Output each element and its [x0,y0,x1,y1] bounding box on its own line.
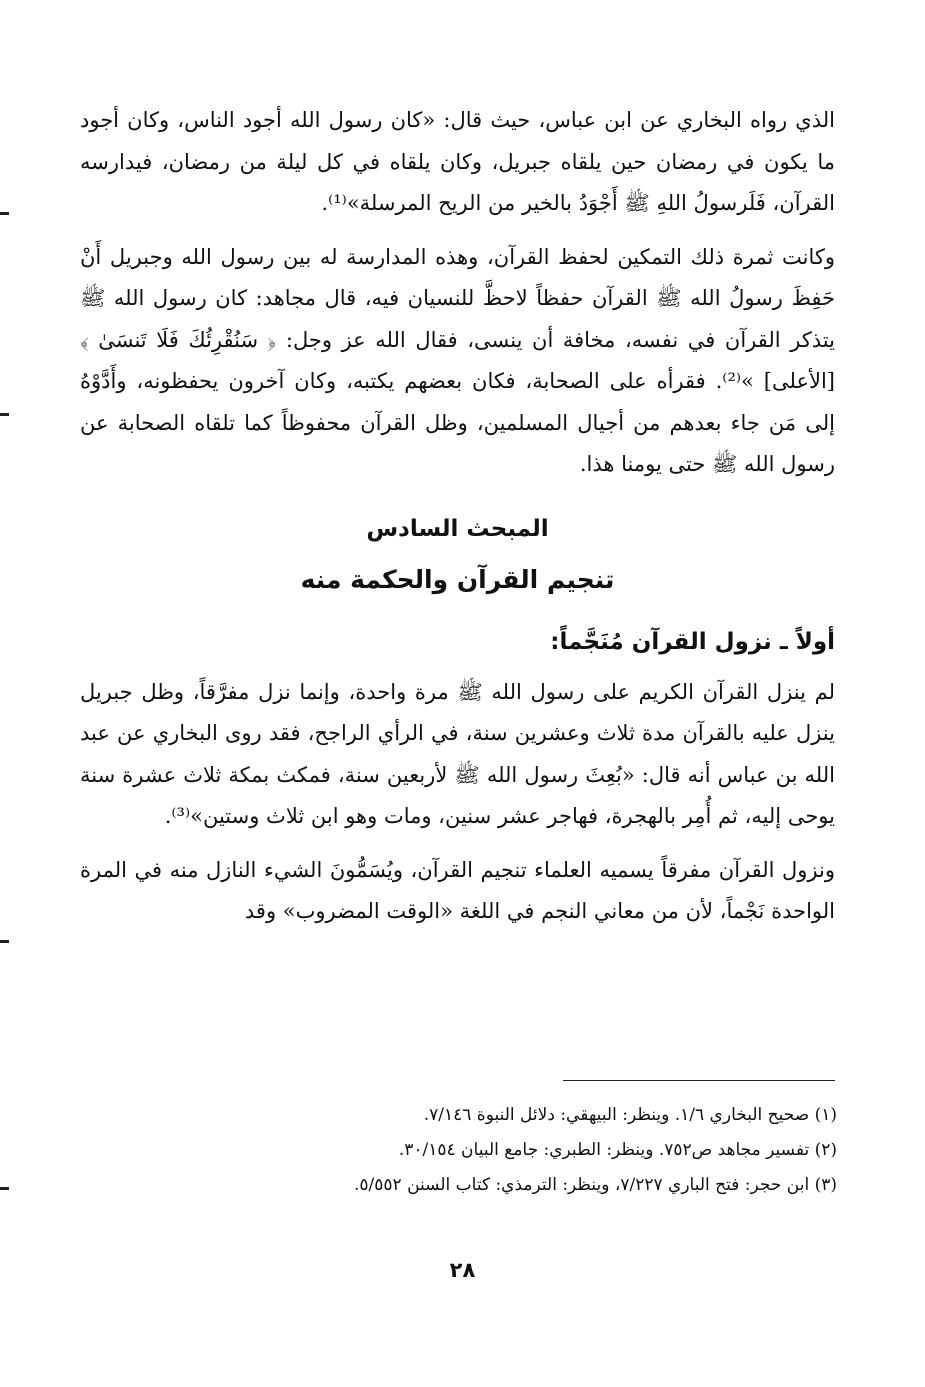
subheading-gradual-revelation: أولاً ـ نزول القرآن مُنَجَّماً: [550,628,835,655]
page-number: ٢٨ [449,1258,476,1282]
section-title: تنجيم القرآن والحكمة منه [300,564,615,594]
footnotes [137,1098,837,1203]
paragraph-memorization: وكانت ثمرة ذلك التمكين لحفظ القرآن، وهذه المدارسة له بين رسول الله وجبريل أَنْ حَفِظَ رسولُ الله ﷺ القرآن حفظاً لاحظَّ للنسيان فيه، قال مجاهد: كان رسول الله ﷺ يتذكر القرآن في نفسه، مخافة أن ينسى، فقال الله عز وجل: ﴿ سَنُقْرِئُكَ فَلَا تَنسَىٰ ﴾ [الأعلى] »⁽²⁾. فقرأه على الصحابة، فكان بعضهم يكتبه، وكان آخرون يحفظونه، وأَدَّوْهُ إلى مَن جاء بعدهم من أجيال المسلمين، وظل القرآن محفوظاً كما تلقاه الصحابة عن رسول الله ﷺ حتى يومنا هذا. [80,244,835,476]
scan-edge-mark [0,413,9,416]
paragraph-gradual-revelation: لم ينزل القرآن الكريم على رسول الله ﷺ مرة واحدة، وإنما نزل مفرَّقاً، وظل جبريل ينزل عليه بالقرآن مدة ثلاث وعشرين سنة، في الرأي الراجح، فقد روى البخاري عن عبد الله بن عباس أنه قال: «بُعِثَ رسول الله ﷺ لأربعين سنة، فمكث بمكة ثلاث عشرة سنة يوحى إليه، ثم أُمِر بالهجرة، فهاجر عشر سنين، ومات وهو ابن ثلاث وستين»⁽³⁾. [80,679,835,828]
page-body [80,100,835,945]
paragraph-tanjim-definition: ونزول القرآن مفرقاً يسميه العلماء تنجيم القرآن، ويُسَمُّونَ الشيء النازل منه في المرة الواحدة نَجْماً، لأن من معاني النجم في اللغة «الوقت المضروب» وقد [80,857,835,923]
footnote-1: (١) صحيح البخاري ١/٦. وينظر: البيهقي: دلائل النبوة ٧/١٤٦. [423,1105,837,1125]
paragraph-bukhari-narration: الذي رواه البخاري عن ابن عباس، حيث قال: «كان رسول الله أجود الناس، وكان أجود ما يكون في رمضان حين يلقاه جبريل، وكان يلقاه في كل ليلة من رمضان، فيدارسه القرآن، فَلَرسولُ اللهِ ﷺ أَجْوَدُ بالخير من الريح المرسلة»⁽¹⁾. [80,108,835,215]
section-heading: المبحث السادس [366,515,549,542]
footnote-3: (٣) ابن حجر: فتح الباري ٧/٢٢٧، وينظر: الترمذي: كتاب السنن ٥/٥٥٢. [354,1175,837,1195]
footnote-divider [563,1080,835,1081]
scan-edge-mark [0,940,9,943]
footnote-2: (٢) تفسير مجاهد ص٧٥٢. وينظر: الطبري: جامع البيان ٣٠/١٥٤. [398,1140,837,1160]
scan-edge-mark [0,1187,9,1190]
scan-edge-mark [0,212,9,215]
